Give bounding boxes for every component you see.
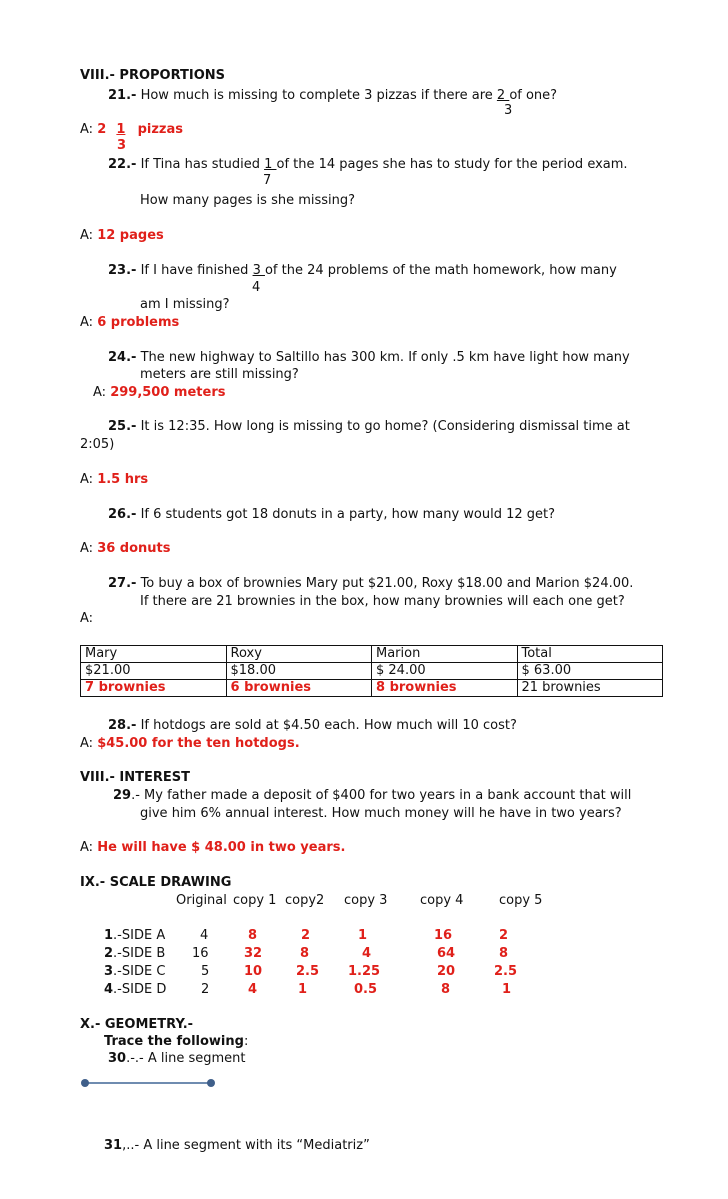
answer-26 (80, 541, 171, 557)
answer-23 (80, 315, 179, 331)
copy-3-value: 4 (362, 946, 372, 961)
copy-2-value: 2.5 (296, 964, 320, 979)
question-text: If Tina has studied (140, 157, 260, 172)
table-cell: 8 brownies (372, 680, 518, 697)
table-cell: 6 brownies (226, 680, 372, 697)
table-cell: $ 24.00 (372, 663, 518, 680)
question-number: 29 (113, 788, 132, 803)
scale-row-side-c (0, 964, 728, 980)
question-number: 28.- (108, 718, 137, 733)
segment-endpoint-left (81, 1079, 89, 1087)
section-heading-scale: IX.- SCALE DRAWING (80, 875, 232, 890)
copy-4-value: 64 (437, 946, 456, 961)
copy-1-value: 10 (244, 964, 263, 979)
answer-label: A: (93, 385, 107, 400)
scale-row-side-d (0, 982, 728, 998)
question-24 (108, 350, 630, 366)
question-text: How much is missing to complete 3 pizzas if there are (140, 88, 493, 103)
question-23-line2: am I missing? (140, 297, 230, 312)
answer-value: 299,500 meters (110, 385, 226, 400)
answer-value: 1.5 hrs (97, 472, 149, 487)
question-number: 30 (108, 1051, 127, 1066)
table-cell: 21 brownies (517, 680, 663, 697)
question-number: 25.- (108, 419, 137, 434)
question-text: ,..- A line segment with its “Mediatriz” (122, 1138, 370, 1153)
row-label: 3 .-SIDE C (104, 964, 166, 979)
segment-endpoint-right (207, 1079, 215, 1087)
question-number: 21.- (108, 88, 137, 103)
table-cell: Total (517, 646, 663, 663)
brownies-table (80, 645, 663, 697)
copy-3-value: 1 (358, 928, 368, 943)
table-row (81, 680, 663, 697)
question-text-end: of the 14 pages she has to study for the period exam. (276, 157, 628, 172)
question-text-end: of the 24 problems of the math homework, how many (264, 263, 617, 278)
question-31 (104, 1138, 370, 1154)
answer-label: A: (80, 840, 94, 855)
question-number: 23.- (108, 263, 137, 278)
scale-col-header: copy 1 (233, 893, 277, 908)
line-segment (85, 1082, 211, 1084)
question-number: 31 (104, 1138, 123, 1153)
original-value: 16 (192, 946, 209, 961)
table-cell: 7 brownies (81, 680, 227, 697)
fraction-numerator: 3 (252, 263, 265, 278)
question-number: 24.- (108, 350, 137, 365)
answer-value: 6 problems (97, 315, 180, 330)
answer-label: A: (80, 122, 94, 137)
question-text: To buy a box of brownies Mary put $21.00, Roxy $18.00 and Marion $24.00. (140, 576, 634, 591)
fraction-denominator: 7 (263, 173, 272, 188)
copy-2-value: 1 (298, 982, 308, 997)
section-heading-interest: VIII.- INTEREST (80, 770, 191, 785)
section-heading-proportions: VIII.- PROPORTIONS (80, 68, 226, 83)
answer-numerator: 1 (116, 122, 126, 137)
answer-21 (80, 122, 183, 138)
answer-value: He will have $ 48.00 in two years. (97, 840, 346, 855)
answer-label: A: (80, 611, 94, 626)
copy-4-value: 20 (437, 964, 456, 979)
question-25 (108, 419, 630, 435)
copy-5-value: 2 (499, 928, 509, 943)
fraction-denominator: 4 (252, 280, 261, 295)
copy-5-value: 1 (502, 982, 512, 997)
scale-col-header: copy 4 (420, 893, 464, 908)
question-22 (108, 157, 628, 173)
question-text: .- My father made a deposit of $400 for two years in a bank account that will (131, 788, 632, 803)
fraction-denominator: 3 (504, 103, 513, 118)
copy-5-value: 2.5 (494, 964, 518, 979)
answer-28 (80, 736, 300, 752)
row-label: 1 .-SIDE A (104, 928, 166, 943)
question-28 (108, 718, 517, 734)
question-30 (108, 1051, 246, 1067)
scale-col-header: Original (176, 893, 227, 908)
question-text: It is 12:35. How long is missing to go home? (Considering dismissal time at (140, 419, 630, 434)
scale-col-header: copy 3 (344, 893, 388, 908)
question-number: 22.- (108, 157, 137, 172)
question-29 (113, 788, 631, 804)
scale-col-header: copy2 (285, 893, 325, 908)
copy-3-value: 1.25 (348, 964, 381, 979)
answer-whole: 2 (97, 122, 107, 137)
fraction-numerator: 2 (496, 88, 510, 103)
question-27-line2: If there are 21 brownies in the box, how many brownies will each one get? (140, 594, 625, 609)
scale-col-header: copy 5 (499, 893, 543, 908)
question-26 (108, 507, 555, 523)
original-value: 2 (201, 982, 210, 997)
question-text-end: of one? (509, 88, 558, 103)
table-cell: $21.00 (81, 663, 227, 680)
table-cell: Marion (372, 646, 518, 663)
answer-value: 36 donuts (97, 541, 171, 556)
answer-label: A: (80, 541, 94, 556)
table-cell: Mary (81, 646, 227, 663)
question-24-line2: meters are still missing? (140, 367, 299, 382)
row-label: 4 .-SIDE D (104, 982, 167, 997)
question-29-line2: give him 6% annual interest. How much money will he have in two years? (140, 806, 622, 821)
answer-24 (93, 385, 225, 401)
question-number: 26.- (108, 507, 137, 522)
copy-2-value: 8 (300, 946, 310, 961)
question-22-line2: How many pages is she missing? (140, 193, 356, 208)
question-text: .-.- A line segment (126, 1051, 246, 1066)
answer-29 (80, 840, 345, 856)
answer-value: $45.00 for the ten hotdogs. (97, 736, 300, 751)
answer-label: A: (80, 228, 94, 243)
answer-value: 12 pages (97, 228, 164, 243)
copy-1-value: 4 (248, 982, 258, 997)
copy-2-value: 2 (301, 928, 311, 943)
table-cell: Roxy (226, 646, 372, 663)
answer-denominator: 3 (117, 138, 127, 153)
copy-4-value: 16 (434, 928, 453, 943)
question-text: If 6 students got 18 donuts in a party, how many would 12 get? (140, 507, 556, 522)
table-row (81, 663, 663, 680)
question-23 (108, 263, 617, 279)
fraction-numerator: 1 (264, 157, 277, 172)
question-21 (108, 88, 557, 104)
row-label: 2 .-SIDE B (104, 946, 166, 961)
answer-label: A: (80, 736, 94, 751)
question-number: 27.- (108, 576, 137, 591)
copy-3-value: 0.5 (354, 982, 378, 997)
original-value: 4 (200, 928, 209, 943)
scale-row-side-a (0, 928, 728, 944)
question-25-line2: 2:05) (80, 437, 115, 452)
answer-22 (80, 228, 164, 244)
copy-4-value: 8 (441, 982, 451, 997)
geometry-instruction: Trace the following: (104, 1034, 249, 1049)
question-text: If I have finished (140, 263, 249, 278)
answer-label: A: (80, 472, 94, 487)
answer-label: A: (80, 315, 94, 330)
original-value: 5 (201, 964, 210, 979)
table-cell: $ 63.00 (517, 663, 663, 680)
copy-1-value: 32 (244, 946, 263, 961)
question-text: The new highway to Saltillo has 300 km. If only .5 km have light how many (140, 350, 630, 365)
question-text: If hotdogs are sold at $4.50 each. How much will 10 cost? (140, 718, 517, 733)
copy-5-value: 8 (499, 946, 509, 961)
table-row (81, 646, 663, 663)
scale-row-side-b (0, 946, 728, 962)
section-heading-geometry: X.- GEOMETRY.- (80, 1017, 194, 1032)
answer-25 (80, 472, 148, 488)
answer-unit: pizzas (137, 122, 183, 137)
table-cell: $18.00 (226, 663, 372, 680)
copy-1-value: 8 (248, 928, 258, 943)
question-27 (108, 576, 633, 592)
